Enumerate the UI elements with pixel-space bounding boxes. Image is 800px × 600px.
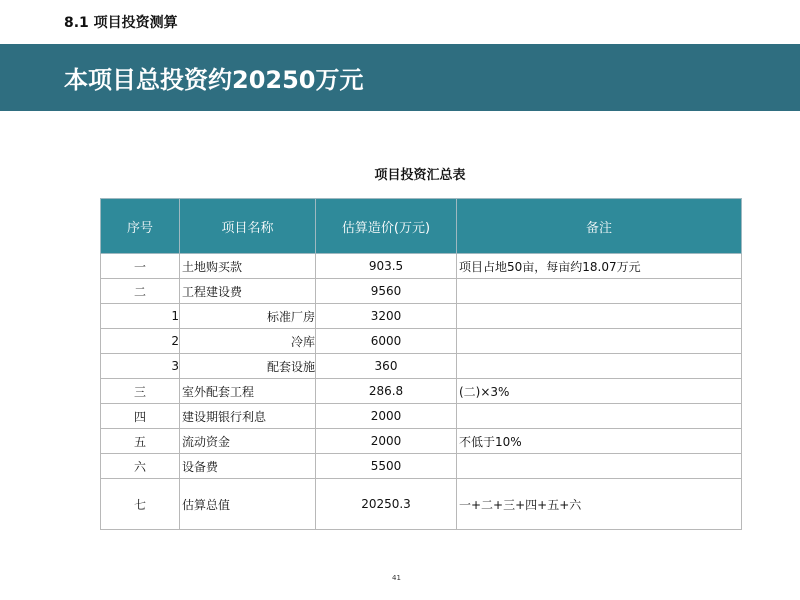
- row-number-cell: 2: [101, 329, 180, 354]
- item-name-cell: 冷库: [180, 329, 316, 354]
- table-row: [101, 479, 742, 530]
- item-name-cell: 标准厂房: [180, 304, 316, 329]
- note-cell: 项目占地50亩，每亩约18.07万元: [457, 254, 742, 279]
- section-label: 8.1 项目投资测算: [64, 15, 178, 31]
- note-cell: [457, 304, 742, 329]
- row-number-cell: 三: [101, 379, 180, 404]
- page-title: 本项目总投资约20250万元: [64, 66, 364, 94]
- row-number-cell: 四: [101, 404, 180, 429]
- item-name-cell: 流动资金: [180, 429, 316, 454]
- row-number-cell: 一: [101, 254, 180, 279]
- row-number-cell: 二: [101, 279, 180, 304]
- row-number-cell: 六: [101, 454, 180, 479]
- table-row: [101, 254, 742, 279]
- title-banner: [0, 44, 800, 111]
- item-name-cell: 配套设施: [180, 354, 316, 379]
- table-row: [101, 454, 742, 479]
- price-cell: 6000: [316, 329, 457, 354]
- note-cell: 不低于10%: [457, 429, 742, 454]
- row-number-cell: 七: [101, 479, 180, 530]
- table-row: [101, 304, 742, 329]
- table-row: [101, 354, 742, 379]
- price-cell: 360: [316, 354, 457, 379]
- price-cell: 2000: [316, 404, 457, 429]
- table-body: [101, 254, 742, 530]
- table-row: [101, 329, 742, 354]
- table-caption: 项目投资汇总表: [374, 168, 466, 183]
- item-name-cell: 工程建设费: [180, 279, 316, 304]
- column-header-no: 序号: [101, 199, 180, 254]
- note-cell: [457, 329, 742, 354]
- item-name-cell: 估算总值: [180, 479, 316, 530]
- price-cell: 20250.3: [316, 479, 457, 530]
- note-cell: 一+二+三+四+五+六: [457, 479, 742, 530]
- row-number-cell: 1: [101, 304, 180, 329]
- column-header-name: 项目名称: [180, 199, 316, 254]
- price-cell: 3200: [316, 304, 457, 329]
- column-header-note: 备注: [457, 199, 742, 254]
- investment-summary-table: [100, 198, 742, 530]
- column-header-price: 估算造价(万元): [316, 199, 457, 254]
- row-number-cell: 3: [101, 354, 180, 379]
- note-cell: [457, 279, 742, 304]
- item-name-cell: 室外配套工程: [180, 379, 316, 404]
- table-row: [101, 404, 742, 429]
- note-cell: [457, 354, 742, 379]
- note-cell: (二)×3%: [457, 379, 742, 404]
- note-cell: [457, 404, 742, 429]
- table-row: [101, 379, 742, 404]
- table-header-row: [101, 199, 742, 254]
- price-cell: 903.5: [316, 254, 457, 279]
- note-cell: [457, 454, 742, 479]
- table-row: [101, 429, 742, 454]
- price-cell: 286.8: [316, 379, 457, 404]
- page-number: 41: [392, 574, 401, 582]
- price-cell: 2000: [316, 429, 457, 454]
- item-name-cell: 土地购买款: [180, 254, 316, 279]
- price-cell: 5500: [316, 454, 457, 479]
- item-name-cell: 建设期银行利息: [180, 404, 316, 429]
- row-number-cell: 五: [101, 429, 180, 454]
- price-cell: 9560: [316, 279, 457, 304]
- table-row: [101, 279, 742, 304]
- item-name-cell: 设备费: [180, 454, 316, 479]
